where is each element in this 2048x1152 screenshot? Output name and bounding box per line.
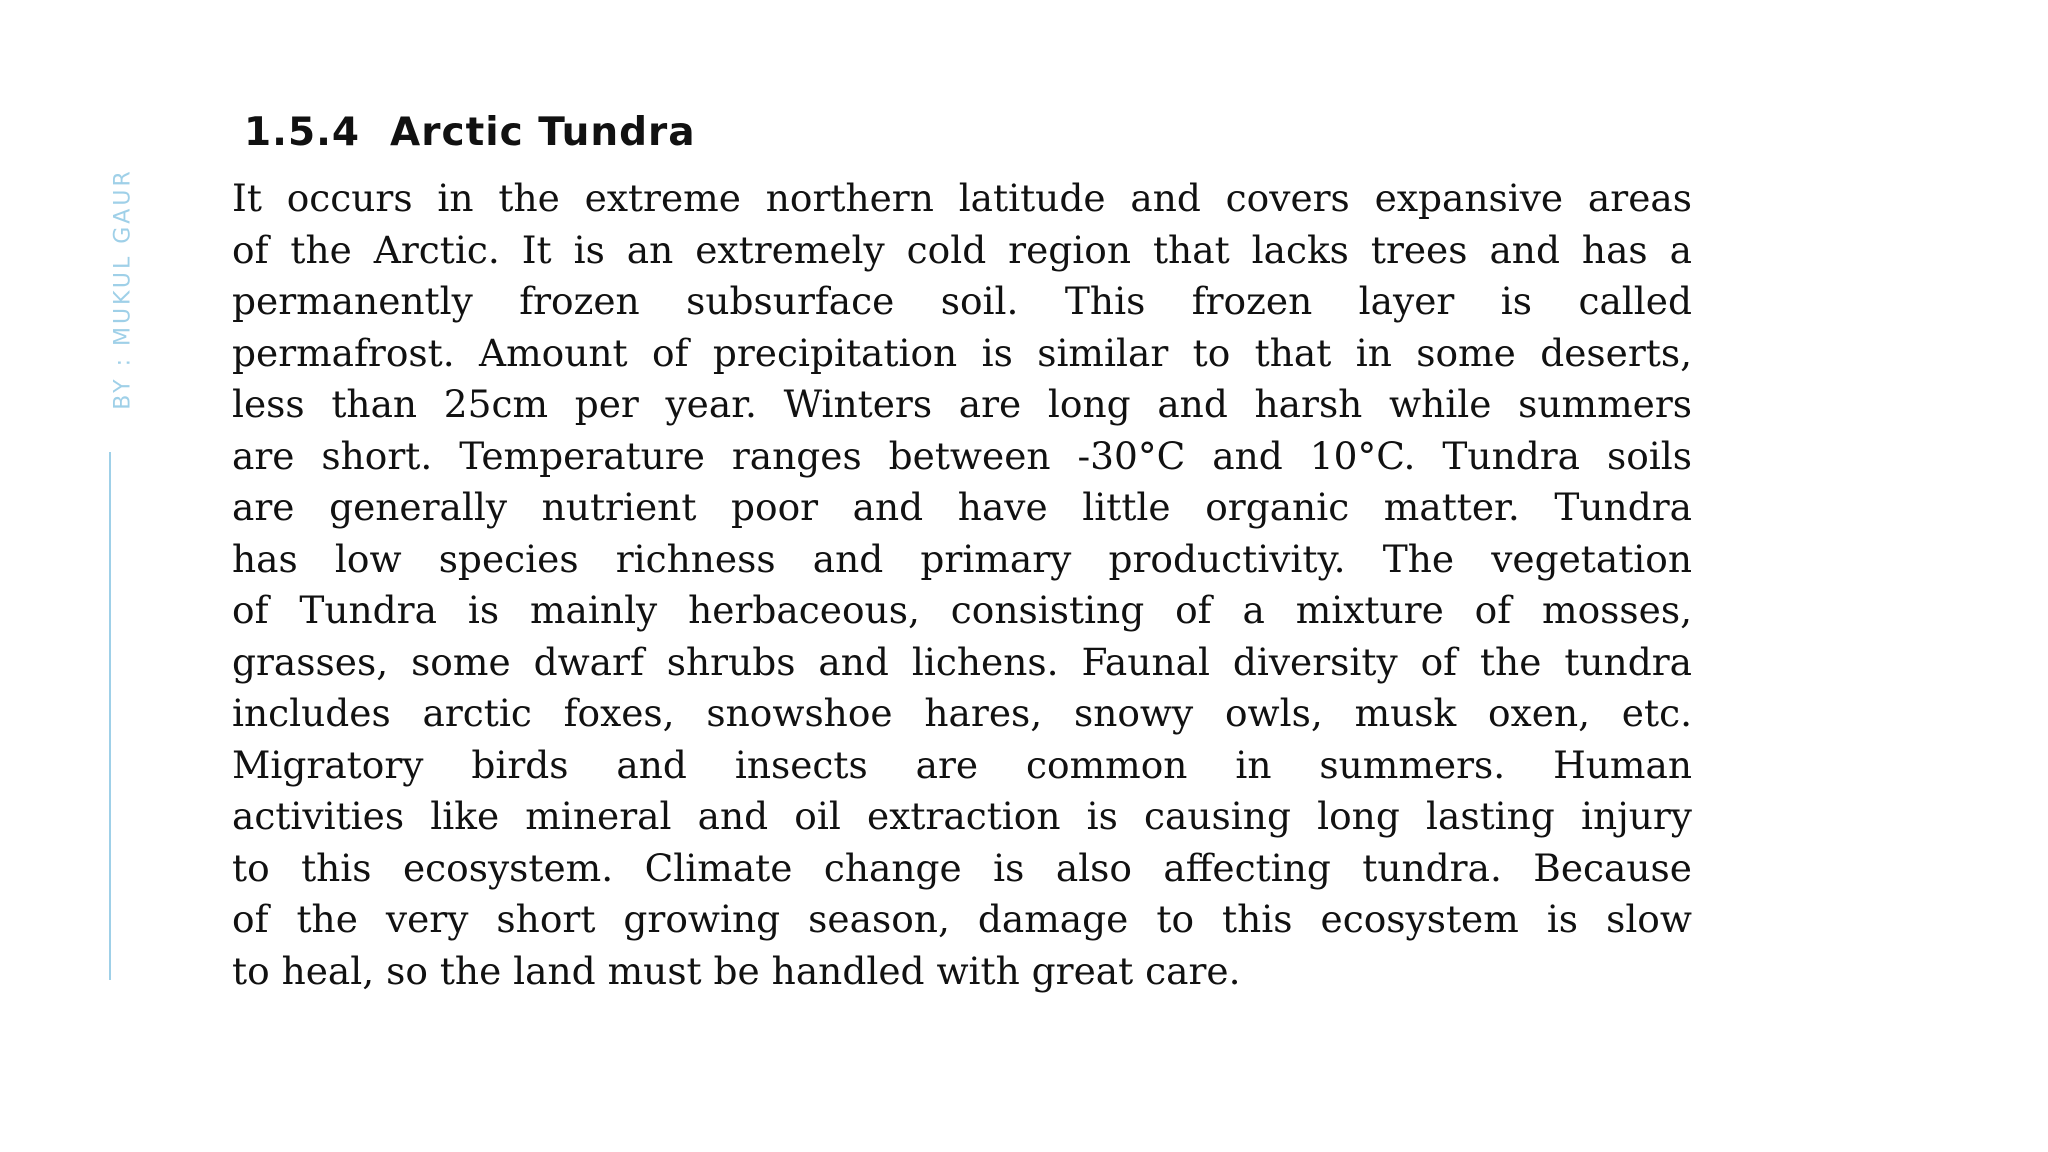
side-divider-line xyxy=(109,452,111,980)
paragraph-line: to this ecosystem. Climate change is also affecting tundra. Because xyxy=(232,845,1692,890)
side-credit-text: BY : MUKUL GAUR xyxy=(110,168,136,410)
section-number: 1.5.4 xyxy=(244,110,361,155)
paragraph-line: It occurs in the extreme northern latitude and covers expansive areas xyxy=(232,176,1692,220)
paragraph-line: of the Arctic. It is an extremely cold region that lacks trees and has a xyxy=(232,227,1692,272)
paragraph-line: are short. Temperature ranges between -30°C and 10°C. Tundra soils xyxy=(232,433,1692,478)
paragraph-line: grasses, some dwarf shrubs and lichens. Faunal diversity of the tundra xyxy=(232,639,1692,684)
paragraph-line: has low species richness and primary productivity. The vegetation xyxy=(232,536,1692,581)
paragraph-line: Migratory birds and insects are common in summers. Human xyxy=(232,742,1692,787)
paragraph-line: permafrost. Amount of precipitation is similar to that in some deserts, xyxy=(232,330,1692,375)
paragraph-line: are generally nutrient poor and have little organic matter. Tundra xyxy=(232,485,1692,529)
paragraph-line: to heal, so the land must be handled with great care. xyxy=(232,948,1241,993)
paragraph-line: of Tundra is mainly herbaceous, consisting of a mixture of mosses, xyxy=(232,588,1692,632)
paragraph-line: permanently frozen subsurface soil. This frozen layer is called xyxy=(232,279,1692,323)
section-heading xyxy=(244,110,1692,155)
paragraph-line: less than 25cm per year. Winters are long and harsh while summers xyxy=(232,382,1692,426)
paragraph-line: includes arctic foxes, snowshoe hares, snowy owls, musk oxen, etc. xyxy=(232,691,1692,735)
paragraph-line: of the very short growing season, damage to this ecosystem is slow xyxy=(232,897,1692,941)
paragraph-line: activities like mineral and oil extraction is causing long lasting injury xyxy=(232,794,1692,838)
section-title: Arctic Tundra xyxy=(390,110,696,155)
paragraph xyxy=(232,173,1692,997)
side-credit xyxy=(111,164,135,414)
document-content xyxy=(232,110,1692,997)
